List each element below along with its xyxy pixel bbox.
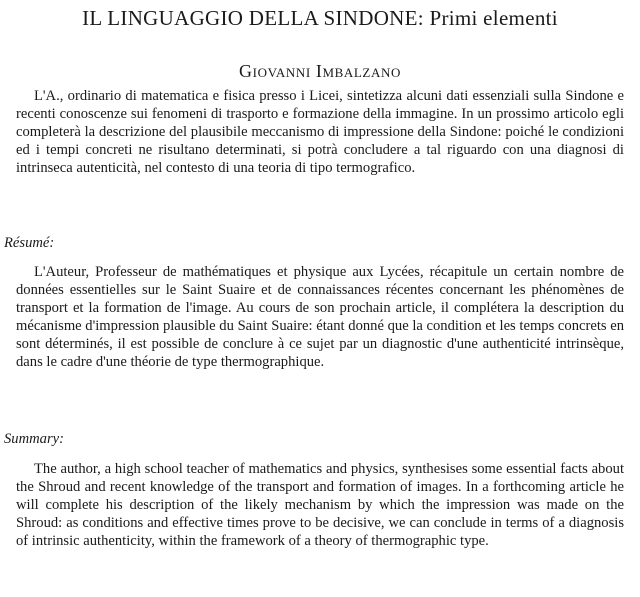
resume-heading: Résumé: [4, 235, 55, 251]
author-name: Giovanni Imbalzano [239, 61, 401, 81]
summary-text: The author, a high school teacher of mathematics and physics, synthesises some essential facts about the Shroud and recent knowledge of the transport and formation of images. In a forthcoming article he will complete his description of the likely mechanism by which the impression was made on the Shroud: as conditions and effective times prove to be decisive, we can conclude in terms of a diagnosis of intrinsic authenticity, within the framework of a theory of thermographic type. [16, 461, 624, 549]
summary-heading: Summary: [4, 431, 64, 447]
article-title: IL LINGUAGGIO DELLA SINDONE: Primi elementi [82, 6, 558, 30]
resume-text: L'Auteur, Professeur de mathématiques et physique aux Lycées, récapitule un certain nombre de données essentielles sur le Saint Suaire et de connaissances récentes concernant les phénomènes de transport et la formation de l'image. Au cours de son prochain article, il complétera la description du mécanisme d'impression plausible du Saint Suaire: étant donné que la condition et les temps concrets en sont déterminés, il est possible de conclure à ce sujet par un diagnostic d'une authenticité intrinsèque, dans le cadre d'une théorie de type thermographique. [16, 264, 624, 370]
abstract-italian: L'A., ordinario di matematica e fisica presso i Licei, sintetizza alcuni dati essenziali sulla Sindone e recenti conoscenze sui fenomeni di trasporto e formazione della immagine. In un prossimo articolo egli completerà la descrizione del plausibile meccanismo di impressione della Sindone: poiché le condizioni ed i tempi concreti ne risultano determinati, si potrà concludere a tal riguardo con una diagnosi di intrinseca autenticità, nel contesto di una teoria di tipo termografico. [16, 88, 624, 176]
